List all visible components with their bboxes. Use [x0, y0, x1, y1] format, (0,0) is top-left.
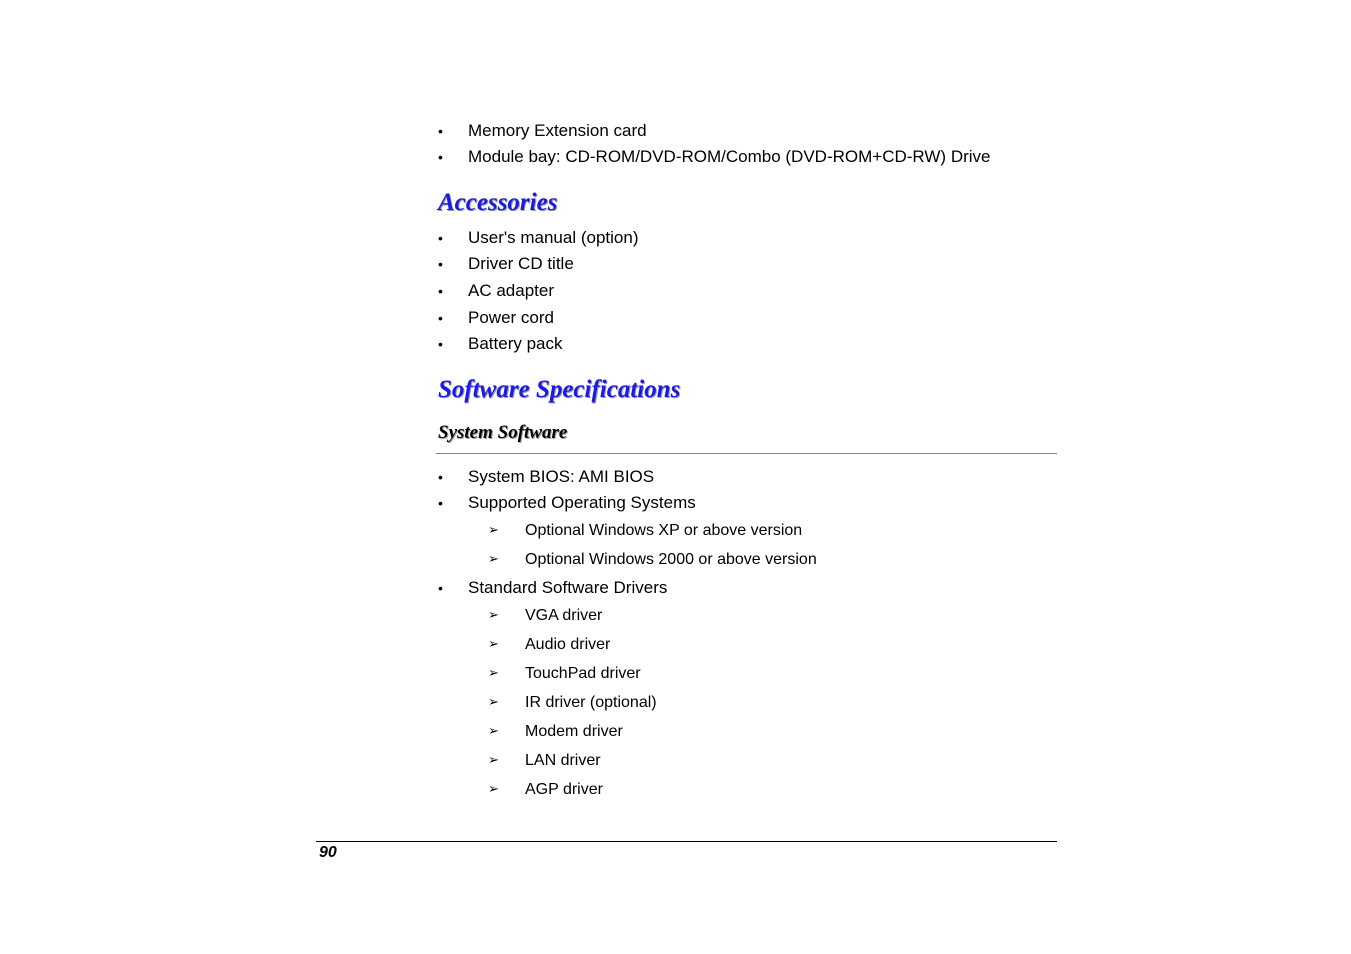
- sub-list-item-text: Optional Windows 2000 or above version: [525, 551, 817, 568]
- bullet-icon: •: [438, 310, 443, 326]
- system-software-heading: System Software: [438, 422, 568, 443]
- list-item-text: Driver CD title: [468, 254, 574, 273]
- bullet-icon: •: [438, 495, 443, 511]
- bullet-icon: •: [438, 469, 443, 485]
- sub-list-item-text: LAN driver: [525, 752, 601, 769]
- bullet-icon: •: [438, 149, 443, 165]
- list-item-text: Standard Software Drivers: [468, 578, 668, 597]
- arrow-bullet-icon: ➢: [488, 753, 499, 768]
- arrow-bullet-icon: ➢: [488, 523, 499, 538]
- arrow-bullet-icon: ➢: [488, 552, 499, 567]
- arrow-bullet-icon: ➢: [488, 724, 499, 739]
- bullet-icon: •: [438, 123, 443, 139]
- software-specifications-heading: Software Specifications: [438, 376, 681, 403]
- bullet-icon: •: [438, 580, 443, 596]
- arrow-bullet-icon: ➢: [488, 608, 499, 623]
- bullet-icon: •: [438, 256, 443, 272]
- footer-divider: [316, 841, 1057, 842]
- list-item-text: System BIOS: AMI BIOS: [468, 467, 655, 486]
- list-item-text: Supported Operating Systems: [468, 493, 696, 512]
- bullet-icon: •: [438, 283, 443, 299]
- page-number: 90: [319, 844, 337, 861]
- sub-list-item-text: Modem driver: [525, 723, 623, 740]
- sub-list-item-text: IR driver (optional): [525, 694, 657, 711]
- bullet-icon: •: [438, 230, 443, 246]
- sub-list-item-text: Optional Windows XP or above version: [525, 522, 803, 539]
- sub-list-item-text: TouchPad driver: [525, 665, 641, 682]
- list-item-text: Battery pack: [468, 334, 563, 353]
- arrow-bullet-icon: ➢: [488, 666, 499, 681]
- sub-list-item-text: Audio driver: [525, 636, 611, 653]
- arrow-bullet-icon: ➢: [488, 695, 499, 710]
- arrow-bullet-icon: ➢: [488, 637, 499, 652]
- list-item-text: Memory Extension card: [468, 121, 647, 140]
- section-divider: [436, 453, 1057, 454]
- list-item-text: User's manual (option): [468, 228, 639, 247]
- list-item-text: Module bay: CD-ROM/DVD-ROM/Combo (DVD-ROM+CD-RW) Drive: [468, 147, 991, 166]
- list-item-text: Power cord: [468, 308, 554, 327]
- accessories-heading: Accessories: [438, 189, 558, 216]
- list-item-text: AC adapter: [468, 281, 554, 300]
- bullet-icon: •: [438, 336, 443, 352]
- sub-list-item-text: AGP driver: [525, 781, 603, 798]
- arrow-bullet-icon: ➢: [488, 782, 499, 797]
- sub-list-item-text: VGA driver: [525, 607, 603, 624]
